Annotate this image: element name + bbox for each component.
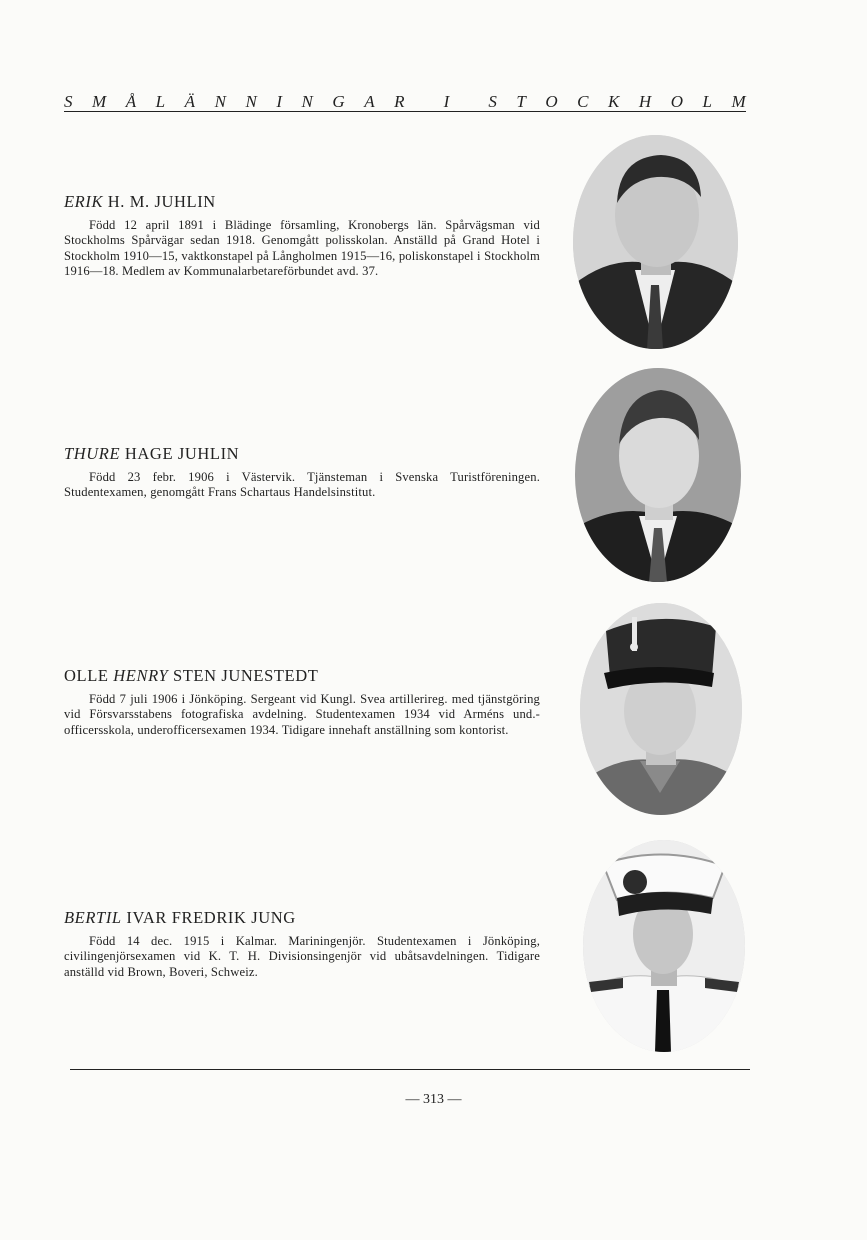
running-head-letter: G: [332, 92, 345, 111]
portrait-photo: [573, 135, 738, 349]
running-head-letter: T: [516, 92, 526, 111]
entry-name-rest: IVAR FREDRIK JUNG: [121, 908, 296, 927]
running-head-letter: Ä: [184, 92, 196, 111]
running-head-letter: S: [488, 92, 497, 111]
entry-name: [64, 192, 540, 212]
entry-name: [64, 666, 540, 686]
running-head-letter: H: [638, 92, 652, 111]
entry-bio: Född 23 febr. 1906 i Västervik. Tjänsteman i Svenska Turistföreningen. Studentexamen, genomgått Frans Schartaus Handelsinstitut.: [64, 470, 540, 500]
running-head-letter: R: [394, 92, 405, 111]
running-head-letter: I: [443, 92, 450, 111]
entry-bertil-jung: [64, 908, 540, 980]
entry-name: [64, 444, 540, 464]
running-head-letter: O: [670, 92, 684, 111]
entry-name-rest: STEN JUNESTEDT: [168, 666, 319, 685]
entry-name-italic: ERIK: [64, 192, 104, 211]
running-head-letter: S: [64, 92, 73, 111]
entry-bio: Född 12 april 1891 i Blädinge församling, Kronobergs län. Spårvägsman vid Stockholms Spårvägar sedan 1918. Genomgått polisskolan. Anställd på Grand Hotel i Stockholm 1910—15, vaktkonstapel på Långholmen 1915—16, poliskonstapel i Stockholm 1916—18. Medlem av Kommunalarbetareförbundet avd. 37.: [64, 218, 540, 279]
portrait-man-suit-icon: [575, 368, 741, 582]
running-head-letter: I: [276, 92, 282, 111]
entry-olle-junestedt: [64, 666, 540, 738]
entry-bio: Född 7 juli 1906 i Jönköping. Sergeant vid Kungl. Svea artillerireg. med tjänstgöring vid Försvarsstabens fotografiska avdelning. Studentexamen 1934 vid Arméns und.-officersskola, underofficersexamen 1934. Tidigare innehaft anställning som kontorist.: [64, 692, 540, 737]
entry-erik-juhlin: [64, 192, 540, 280]
running-head-letter: K: [608, 92, 620, 111]
entry-name-prefix: OLLE: [64, 666, 114, 685]
entry-name-rest: HAGE JUHLIN: [120, 444, 240, 463]
running-head-letter: N: [214, 92, 226, 111]
footer-rule: [70, 1069, 750, 1070]
running-head-letter: N: [245, 92, 257, 111]
entry-name-italic: BERTIL: [64, 908, 122, 927]
page-number: — 313 —: [405, 1092, 462, 1107]
entry-name-italic: HENRY: [113, 666, 169, 685]
running-head-letter: L: [702, 92, 713, 111]
portrait-naval-officer-icon: [583, 840, 745, 1052]
entry-name-italic: THURE: [64, 444, 121, 463]
entry-thure-juhlin: [64, 444, 540, 501]
running-head-letter: Å: [125, 92, 137, 111]
running-head-letter: O: [545, 92, 558, 111]
portrait-soldier-cap-icon: [580, 603, 742, 815]
running-head: [64, 86, 746, 112]
running-head-letter: M: [731, 92, 746, 111]
portrait-man-suit-icon: [573, 135, 738, 349]
portrait-photo: [583, 840, 745, 1052]
running-head-letter: A: [364, 92, 375, 111]
header-rule: [64, 111, 746, 112]
running-head-letter: C: [577, 92, 589, 111]
entry-name: [64, 908, 540, 928]
entry-bio: Född 14 dec. 1915 i Kalmar. Mariningenjör. Studentexamen i Jönköping, civilingenjörsexamen vid K. T. H. Divisionsingenjör vid ubåtsavdelningen. Tidigare anställd vid Brown, Boveri, Schweiz.: [64, 934, 540, 979]
entry-name-rest: H. M. JUHLIN: [103, 192, 216, 211]
running-head-letter: L: [155, 92, 166, 111]
portrait-photo: [575, 368, 741, 582]
running-head-letter: M: [92, 92, 107, 111]
portrait-photo: [580, 603, 742, 815]
running-head-letter: N: [301, 92, 313, 111]
